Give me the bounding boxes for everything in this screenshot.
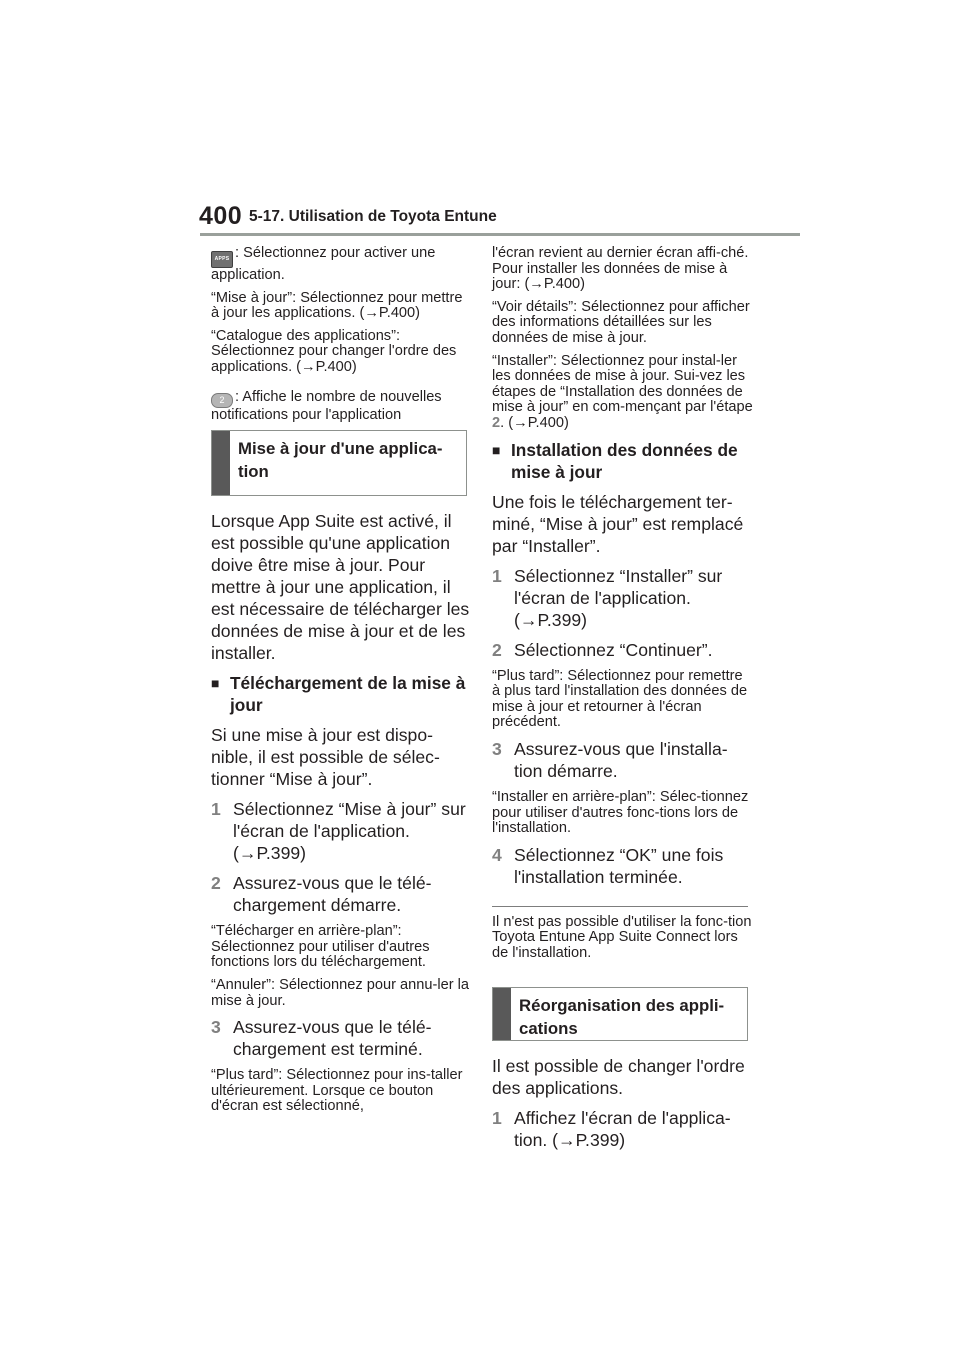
section-box-mise-a-jour bbox=[211, 430, 467, 496]
step-text: Assurez-vous que le télé-chargement est terminé. bbox=[233, 1017, 432, 1060]
badge-icon-description bbox=[211, 390, 473, 424]
header-rule bbox=[200, 233, 800, 236]
step-number: 2 bbox=[211, 873, 221, 894]
step-number: 2 bbox=[492, 639, 502, 660]
installer-step-ref: 2 bbox=[492, 414, 501, 431]
apps-icon-description bbox=[211, 246, 473, 284]
installer-description-start: “Installer”: Sélectionnez pour instal-ler les données de mise à jour. Sui-vez les étapes de “Installation des données de mise à jour” en com-mençant par l'étape bbox=[492, 352, 753, 416]
warning-rule bbox=[492, 906, 748, 907]
step-item bbox=[211, 872, 473, 916]
note-plus-tard: “Plus tard”: Sélectionnez pour remettre à plus tard l'installation des données de mise à jour et retourner à l'écran précédent. bbox=[492, 667, 748, 731]
step-text: Sélectionnez “OK” une fois l'installation terminée. bbox=[514, 844, 724, 887]
section-title-reorganisation: Réorganisation des appli-cations bbox=[519, 996, 725, 1039]
installer-description bbox=[492, 354, 754, 432]
section-title-mise-a-jour: Mise à jour d'une applica-tion bbox=[238, 439, 443, 482]
subhead-intro: Si une mise à jour est dispo-nible, il est possible de sélec-tionner “Mise à jour”. bbox=[211, 725, 440, 790]
step-text: Affichez l'écran de l'applica-tion. (→P.399) bbox=[514, 1108, 731, 1151]
step-number: 3 bbox=[492, 738, 502, 759]
notification-badge-icon: 2 bbox=[211, 393, 233, 408]
note-arriere-plan: “Installer en arrière-plan”: Sélec-tionnez pour utiliser d'autres fonc-tions lors de l'installation. bbox=[492, 788, 749, 837]
step-number: 1 bbox=[492, 1108, 502, 1129]
subhead-telechargement-text: Téléchargement de la mise à jour bbox=[230, 673, 466, 716]
step-number: 1 bbox=[211, 799, 221, 820]
mise-a-jour-description: “Mise à jour”: Sélectionnez pour mettre à jour les applications. (→P.400) bbox=[211, 289, 463, 322]
step-text: Assurez-vous que le télé-chargement démarre. bbox=[233, 873, 432, 916]
step-number: 1 bbox=[492, 565, 502, 586]
step-number: 4 bbox=[492, 844, 502, 865]
right-column bbox=[492, 246, 754, 1159]
step-number: 3 bbox=[211, 1017, 221, 1038]
note-annuler: “Annuler”: Sélectionnez pour annu-ler la mise à jour. bbox=[211, 976, 469, 1009]
step-item bbox=[492, 639, 754, 661]
apps-icon: APPS bbox=[211, 251, 233, 268]
installer-description-end: . (→P.400) bbox=[500, 414, 569, 431]
catalogue-description: “Catalogue des applications”: Sélectionnez pour changer l'ordre des applications. (→P.400) bbox=[211, 327, 457, 375]
step-text: Sélectionnez “Mise à jour” sur l'écran de l'application. (→P.399) bbox=[233, 799, 466, 864]
step-text: Sélectionnez “Installer” sur l'écran de l'application. (→P.399) bbox=[514, 565, 723, 630]
subhead-installation-text: Installation des données de mise à jour bbox=[511, 439, 738, 482]
apps-icon-text: : Sélectionnez pour activer une application. bbox=[211, 245, 436, 283]
note-arriere-plan: “Télécharger en arrière-plan”: Sélectionnez pour utiliser d'autres fonctions lors du téléchargement. bbox=[211, 923, 430, 971]
reorganisation-intro: Il est possible de changer l'ordre des applications. bbox=[492, 1056, 745, 1099]
step-item bbox=[492, 738, 754, 782]
continuation-text: l'écran revient au dernier écran affi-ché. Pour installer les données de mise à jour: (→P.400) bbox=[492, 245, 749, 293]
subhead-intro: Une fois le téléchargement ter-miné, “Mise à jour” est remplacé par “Installer”. bbox=[492, 491, 744, 556]
step-item bbox=[492, 1107, 754, 1151]
step-text: Assurez-vous que l'installa-tion démarre. bbox=[514, 738, 728, 781]
section-box-reorganisation bbox=[492, 987, 748, 1041]
badge-icon-text: : Affiche le nombre de nouvelles notifications pour l'application bbox=[211, 388, 442, 423]
left-column bbox=[211, 246, 473, 1122]
subhead-telechargement bbox=[211, 672, 473, 716]
step-item bbox=[492, 844, 754, 888]
step-item bbox=[211, 1016, 473, 1060]
chapter-title: 5-17. Utilisation de Toyota Entune bbox=[249, 208, 497, 225]
intro-paragraph: Lorsque App Suite est activé, il est possible qu'une application doive être mise à jour. Pour mettre à jour une application, il est nécessaire de télécharger les données de mise à jour et de les installer. bbox=[211, 511, 470, 664]
subhead-installation bbox=[492, 439, 754, 483]
square-bullet-icon: ■ bbox=[211, 675, 220, 692]
page-number: 400 bbox=[199, 202, 243, 230]
voir-details-description: “Voir détails”: Sélectionnez pour afficher des informations détaillées sur les données de mise à jour. bbox=[492, 298, 750, 346]
step-item bbox=[492, 565, 754, 631]
step-text: Sélectionnez “Continuer”. bbox=[514, 639, 713, 660]
square-bullet-icon: ■ bbox=[492, 441, 501, 458]
warning-note: Il n'est pas possible d'utiliser la fonc-tion Toyota Entune App Suite Connect lors de l'installation. bbox=[492, 913, 752, 961]
step-item bbox=[211, 798, 473, 864]
note-plus-tard: “Plus tard”: Sélectionnez pour ins-taller ultérieurement. Lorsque ce bouton d'écran est sélectionné, bbox=[211, 1067, 463, 1115]
